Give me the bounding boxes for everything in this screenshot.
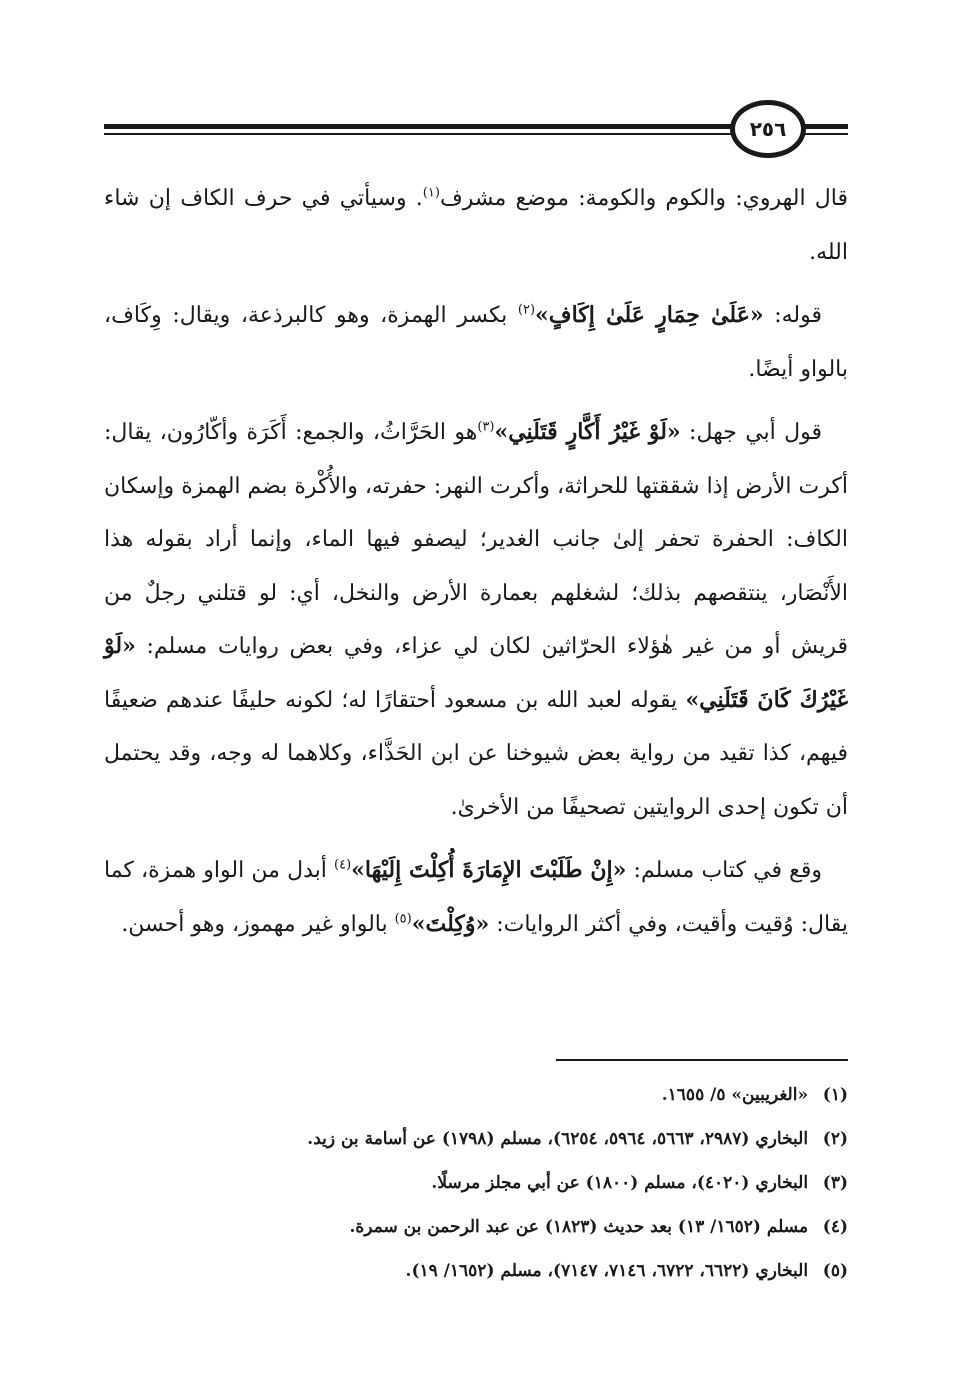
page-header	[104, 100, 848, 164]
text-run: بكسر الهمزة، وهو كالبرذعة، ويقال: وِكَاف، بالواو أيضًا.	[104, 303, 848, 382]
text-run: يقوله لعبد الله بن مسعود أحتقارًا له؛ لكونه حليفًا عندهم ضعيفًا فيهم، كذا تقيد من رواية بعض شيوخنا عن ابن الحَذَّاء، وكلاهما له وجه، وقد يحتمل أن تكون إحدى الروايتين تصحيفًا من الأخرىٰ.	[104, 687, 848, 820]
footnote-text: البخاري (٢٩٨٧، ٥٦٦٣، ٥٩٦٤، ٦٢٥٤)، مسلم (١٧٩٨) عن أسامة بن زيد.	[307, 1129, 814, 1149]
footnote-item	[104, 1205, 848, 1249]
header-rule-thick	[104, 124, 738, 129]
footnote-number: (٥)	[822, 1261, 848, 1281]
text-run: وقع في كتاب مسلم:	[626, 858, 823, 883]
footnote-number: (٣)	[822, 1173, 848, 1193]
hadith-quote: «لَوْ غَيْرُكَ كَانَ قَتَلَنِي»	[104, 633, 848, 713]
footnote-number: (١)	[822, 1085, 848, 1105]
footnote-item	[104, 1117, 848, 1161]
footnote-reference: (٥)	[394, 911, 412, 927]
body-text	[104, 172, 848, 961]
footnote-item	[104, 1161, 848, 1205]
page-number: ٢٥٦	[730, 100, 806, 158]
footnote-separator	[556, 1059, 848, 1061]
hadith-quote: «إِنْ طَلَبْتَ الإِمَارَةَ أُكِلْتَ إِلَيْهَا»	[351, 857, 627, 883]
paragraph	[104, 289, 848, 396]
text-run: هو الحَرَّاثُ، والجمع: أَكَرَة وأكّارُون، يقال: أكرت الأرض إذا شققتها للحراثة، وأكرت النهر: حفرته، والأُكْرة بضم الهمزة وإسكان الكاف: الحفرة تحفر إلىٰ جانب الغدير؛ ليصفو فيها الماء، وإنما أراد بقوله هذا الأَنْصَار، ينتقصهم بذلك؛ لشغلهم بعمارة الأرض والنخل، أي: لو قتلني رجلٌ من قريش أو من غير هٰؤلاء الحرّاثين لكان لي عزاء، وفي بعض روايات مسلم:	[104, 420, 848, 659]
footnote-reference: (٤)	[334, 857, 352, 873]
text-run: . وسيأتي في حرف الكاف إن شاء الله.	[104, 186, 848, 265]
text-run: قول أبي جهل:	[680, 420, 822, 445]
footnotes	[104, 1073, 848, 1293]
footnote-text: البخاري (٦٦٢٢، ٦٧٢٢، ٧١٤٦، ٧١٤٧)، مسلم (١٦٥٢/ ١٩).	[405, 1261, 814, 1281]
header-rule-thin	[104, 133, 738, 135]
paragraph	[104, 844, 848, 951]
footnote-reference: (٣)	[477, 419, 495, 435]
footnote-reference: (٢)	[517, 302, 536, 318]
footnote-text: «الغريبين» ٥/ ١٦٥٥.	[661, 1085, 814, 1105]
hadith-quote: «عَلَىٰ حِمَارٍ عَلَىٰ إِكَافٍ»	[535, 302, 764, 328]
footnote-text: البخاري (٤٠٢٠)، مسلم (١٨٠٠) عن أبي مجلز مرسلًا.	[431, 1173, 814, 1193]
text-run: بالواو غير مهموز، وهو أحسن.	[121, 911, 395, 937]
paragraph	[104, 406, 848, 834]
text-run: أبدل من الواو همزة، كما يقال: وُقيت وأقيت، وفي أكثر الروايات:	[104, 858, 848, 937]
header-rule-right-thick	[804, 124, 848, 129]
header-rule-right-thin	[804, 133, 848, 135]
footnote-item	[104, 1249, 848, 1293]
hadith-quote: «لَوْ غَيْرُ أَكَّارٍ قَتَلَنِي»	[494, 419, 681, 445]
footnote-text: مسلم (١٦٥٢/ ١٣) بعد حديث (١٨٢٣) عن عبد الرحمن بن سمرة.	[349, 1217, 814, 1237]
footnote-item	[104, 1073, 848, 1117]
footnote-reference: (١)	[422, 185, 440, 201]
paragraph	[104, 172, 848, 279]
footnote-number: (٢)	[822, 1129, 848, 1149]
footnote-number: (٤)	[822, 1217, 848, 1237]
hadith-quote: «وُكِلْتَ»	[411, 910, 490, 937]
text-run: قال الهروي: والكوم والكومة: موضع مشرف	[439, 186, 849, 211]
text-run: قوله:	[763, 303, 822, 328]
